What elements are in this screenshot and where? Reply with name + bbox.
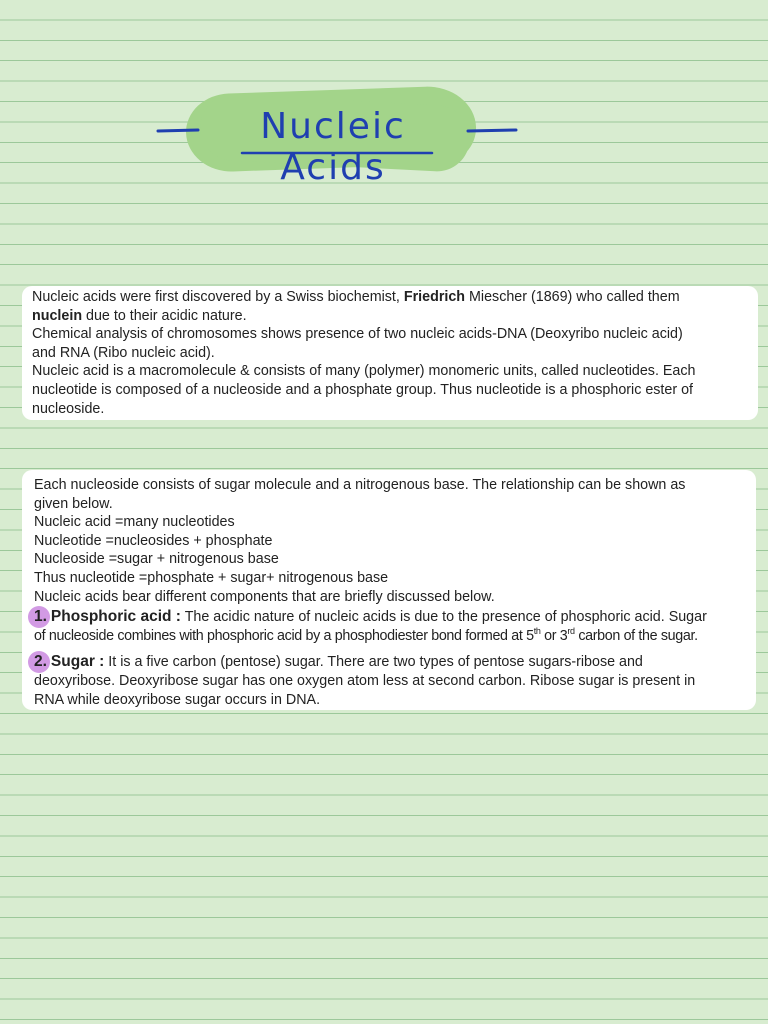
intro-line-6: nucleotide is composed of a nucleoside and a phosphate group. Thus nucleotide is a phosphoric ester of [32,381,694,398]
intro-line-7: nucleoside. [32,400,105,417]
relation-nucleotide: Nucleotide =nucleosides + phosphate [34,532,273,549]
intro-card [22,286,758,420]
relation-nucleoside: Nucleoside =sugar + nitrogenous base [34,551,279,568]
item-1-heading: Phosphoric acid : [50,608,181,626]
intro-line-5: Nucleic acid is a macromolecule & consists of many (polymer) monomeric units, called nucleotides. Each [32,363,696,380]
components-card [22,470,756,710]
intro-line-2: nuclein due to their acidic nature. [32,307,247,324]
item-sugar: 2. Sugar : It is a five carbon (pentose) sugar. There are two types of pentose sugars-ribose and [34,653,756,672]
item-1-number: 1. [34,608,47,627]
components-line-2: given below. [34,495,113,512]
intro-line-4: and RNA (Ribo nucleic acid). [32,344,215,361]
item-phosphoric-acid: 1. Phosphoric acid : The acidic nature of nucleic acids is due to the presence of phosphoric acid. Sugar [34,608,756,627]
item-2-number: 2. [34,653,47,672]
relation-summary: Thus nucleotide =phosphate + sugar+ nitrogenous base [34,569,389,586]
relation-nucleic-acid: Nucleic acid =many nucleotides [34,514,235,531]
item-2-line-3: RNA while deoxyribose sugar occurs in DNA. [34,691,321,708]
intro-line-3: Chemical analysis of chromosomes shows presence of two nucleic acids-DNA (Deoxyribo nucleic acid) [32,326,683,343]
components-line-1: Each nucleoside consists of sugar molecule and a nitrogenous base. The relationship can be shown as [34,477,686,493]
item-2-line-2: deoxyribose. Deoxyribose sugar has one oxygen atom less at second carbon. Ribose sugar is present in [34,672,696,689]
intro-line-1: Nucleic acids were first discovered by a Swiss biochemist, Friedrich Miescher (1869) who called them [32,289,680,305]
item-1-line-2: of nucleoside combines with phosphoric acid by a phosphodiester bond formed at 5th or 3rd carbon of the sugar. [34,625,698,644]
components-intro: Nucleic acids bear different components that are briefly discussed below. [34,588,495,605]
page-title: Nucleic Acids [260,106,406,188]
item-2-heading: Sugar : [50,653,105,671]
title-area [150,86,530,188]
